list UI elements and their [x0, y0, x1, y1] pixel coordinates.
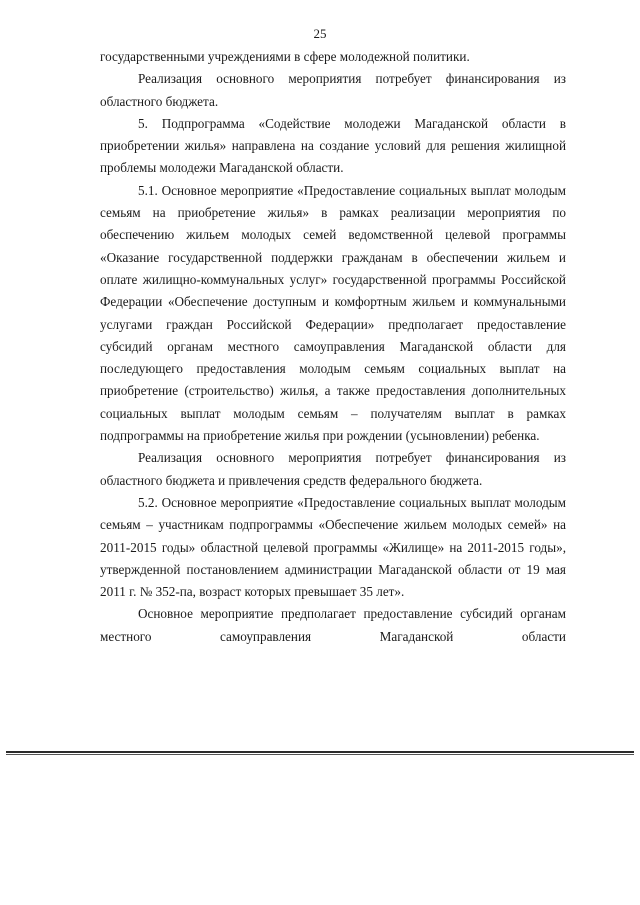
paragraph-subprogram-5: 5. Подпрограмма «Содействие молодежи Магаданской области в приобретении жилья» направлена на создание условий для решения жилищной проблемы молодежи Магаданской области.: [100, 115, 566, 176]
document-body: [100, 46, 566, 648]
paragraph-financing-regional: Реализация основного мероприятия потребует финансирования из областного бюджета.: [100, 71, 566, 109]
paragraph-subsidies: Основное мероприятие предполагает предоставление субсидий органам местного самоуправления Магаданской области: [100, 606, 566, 644]
footer-rule-thin: [6, 754, 634, 755]
footer-rule: [6, 751, 634, 753]
paragraph-measure-5-1: 5.1. Основное мероприятие «Предоставление социальных выплат молодым семьям на приобретение жилья» в рамках реализации мероприятия по обеспечению жильем молодых семей ведомственной целевой программы «Оказание государственной поддержки гражданам в обеспечении жильем и оплате жилищно-коммунальных услуг» государственной программы Российской Федерации «Обеспечение доступным и комфортным жильем и коммунальными услугами граждан Российской Федерации» предполагает предоставление субсидий органам местного самоуправления Магаданской области для последующего предоставления молодым семьям социальных выплат на приобретение (строительство) жилья, а также предоставления дополнительных социальных выплат молодым семьям – получателям выплат в рамках подпрограммы на приобретение жилья при рождении (усыновлении) ребенка.: [100, 182, 566, 444]
paragraph-financing-federal: Реализация основного мероприятия потребует финансирования из областного бюджета и привлечения средств федерального бюджета.: [100, 450, 566, 488]
paragraph-measure-5-2: 5.2. Основное мероприятие «Предоставление социальных выплат молодым семьям – участникам подпрограммы «Обеспечение жильем молодых семей» на 2011-2015 годы» областной целевой программы «Жилище» на 2011-2015 годы», утвержденной постановлением администрации Магаданской области от 19 мая 2011 г. № 352-па, возраст которых превышает 35 лет».: [100, 494, 566, 600]
page-number: 25: [313, 26, 327, 41]
paragraph-continuation: государственными учреждениями в сфере молодежной политики.: [100, 49, 470, 64]
